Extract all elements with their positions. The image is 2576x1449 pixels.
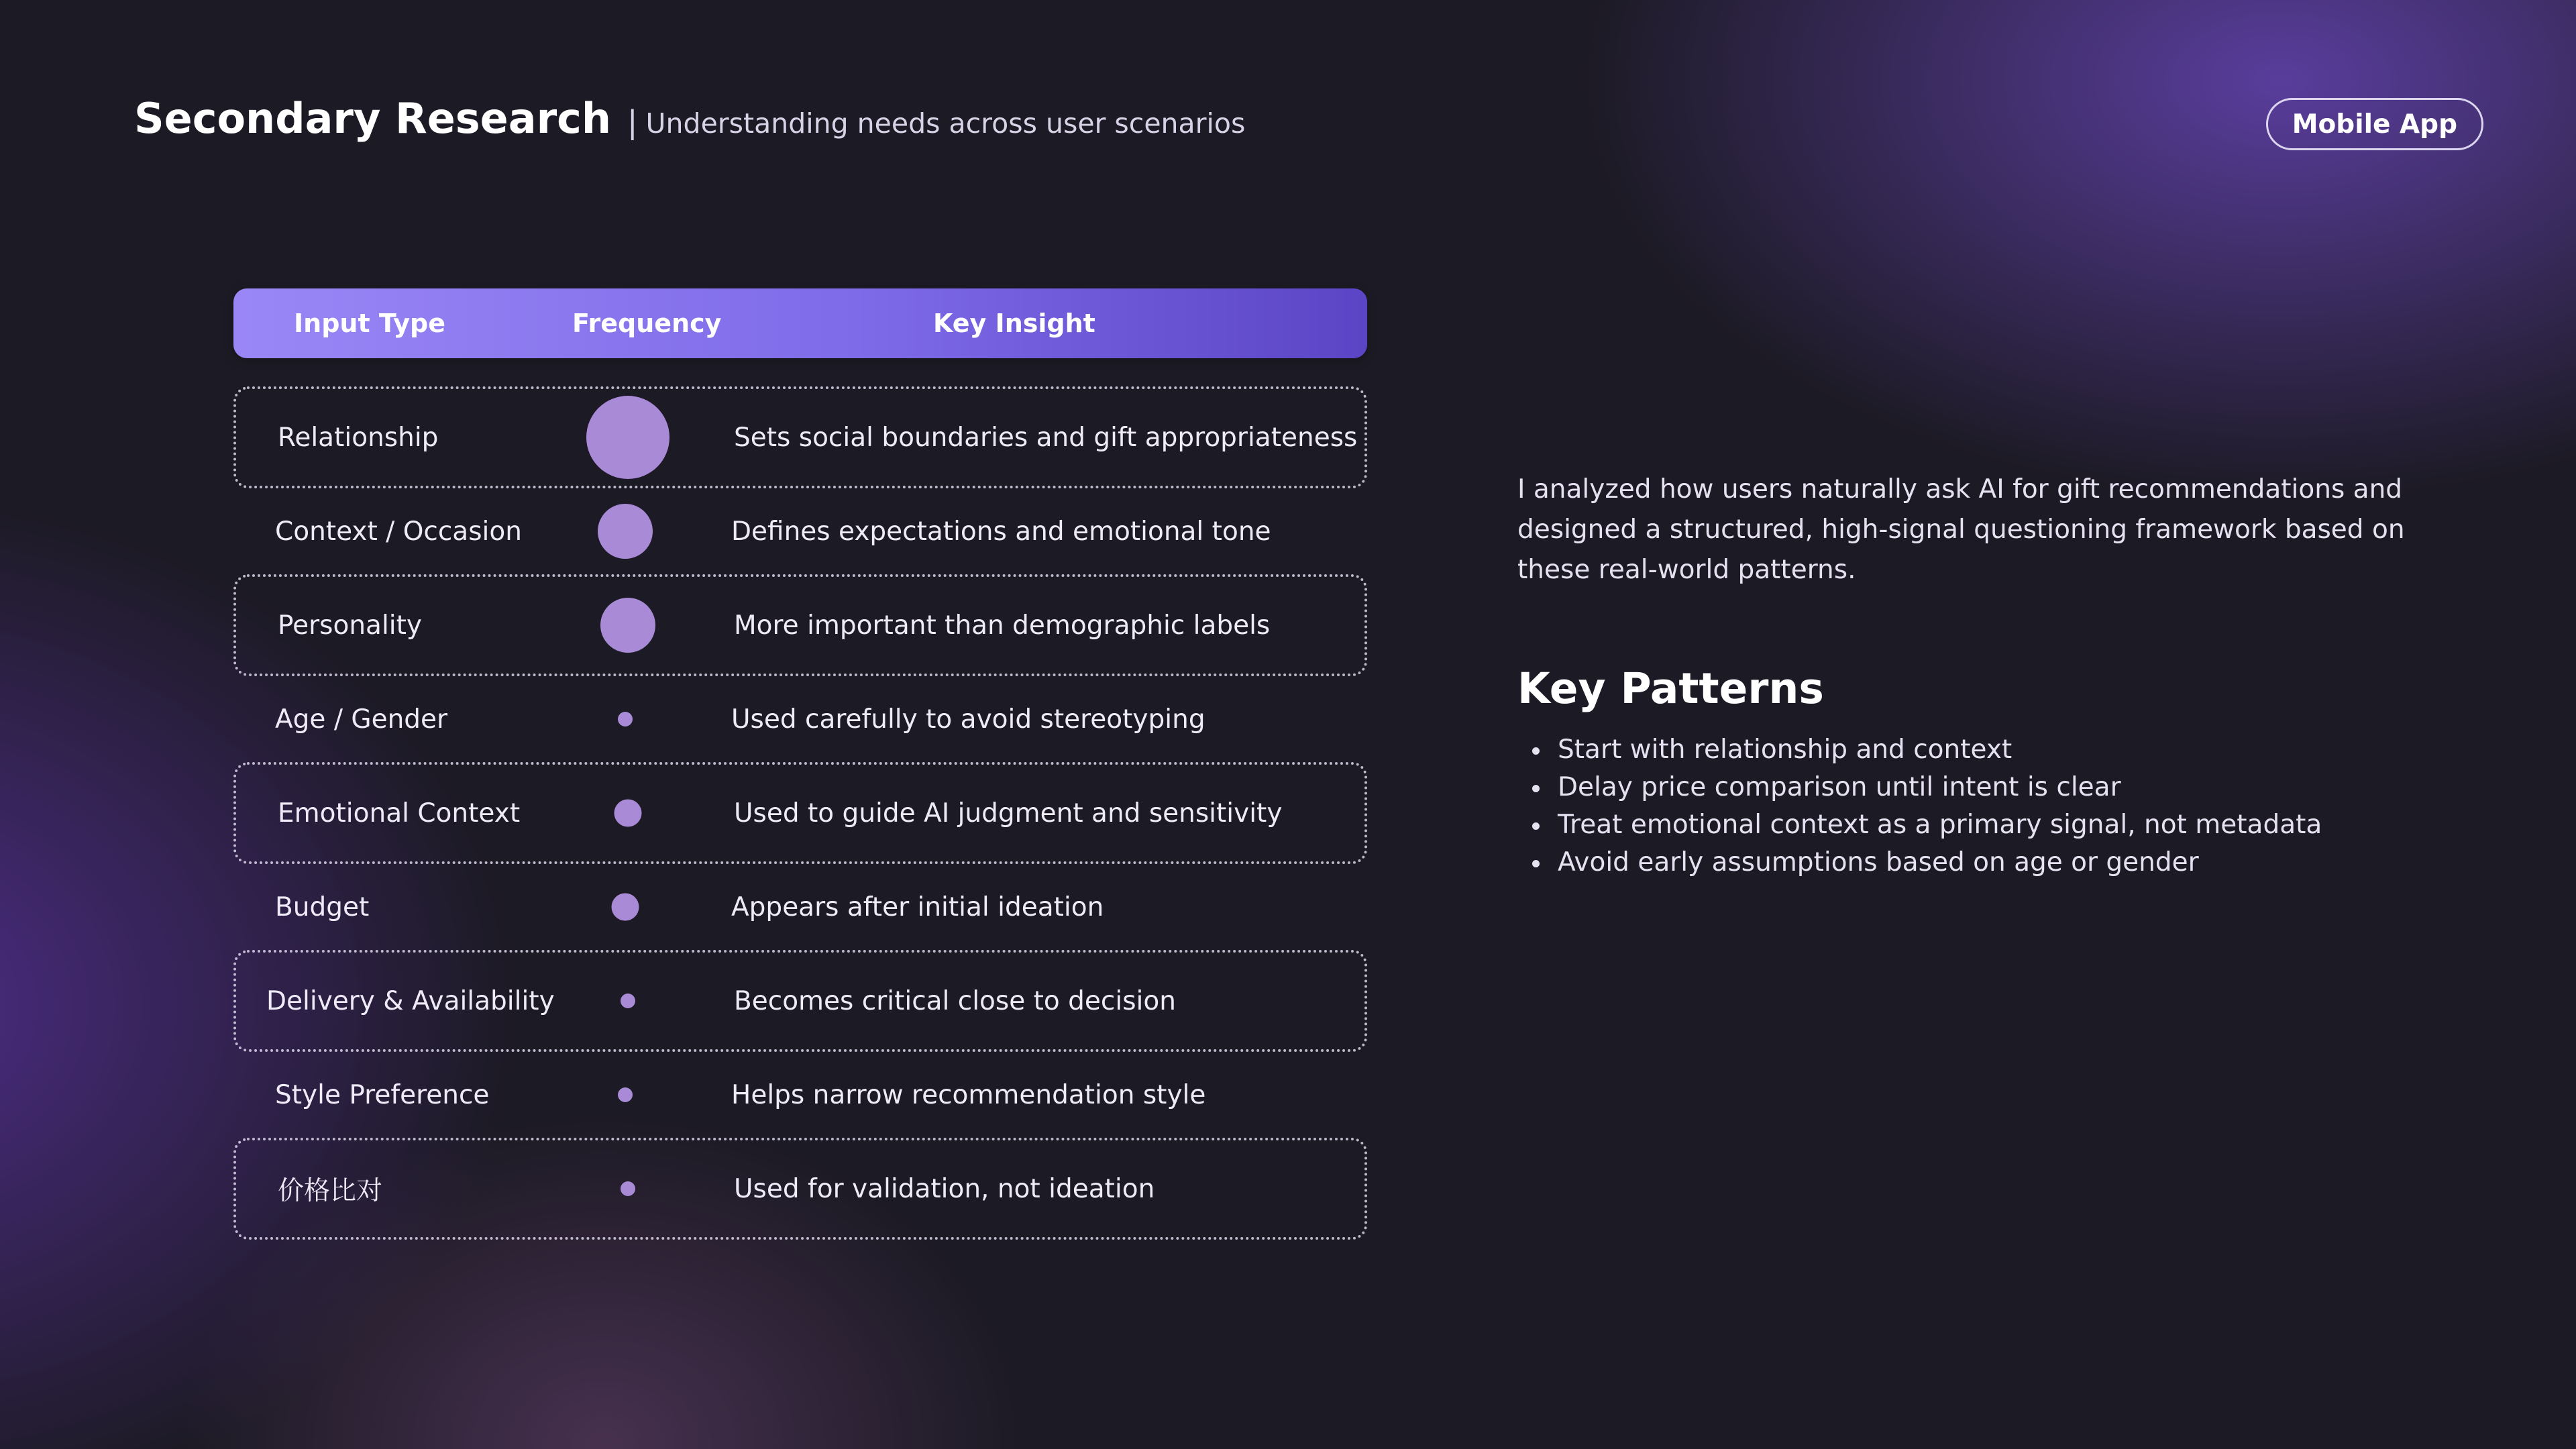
column-header-input-type: Input Type [294,309,445,338]
table-header [233,288,1367,358]
key-pattern-item: Start with relationship and context [1517,731,2322,769]
row-input-type: Delivery & Availability [266,985,555,1016]
key-patterns-heading: Key Patterns [1517,664,1824,713]
row-key-insight: Becomes critical close to decision [734,985,1176,1016]
row-key-insight: Defines expectations and emotional tone [731,516,1271,547]
title-separator: | [627,104,638,140]
page-subtitle: Understanding needs across user scenarios [645,107,1246,140]
frequency-dot [621,1181,635,1196]
column-header-key-insight: Key Insight [933,309,1095,338]
table-row [233,1044,1367,1146]
row-key-insight: Used carefully to avoid stereotyping [731,704,1205,735]
key-pattern-item: Avoid early assumptions based on age or gender [1517,844,2322,881]
row-input-type: Emotional Context [278,798,521,828]
row-key-insight: Sets social boundaries and gift appropriateness [734,422,1358,453]
table-row [233,574,1367,676]
table-row [233,668,1367,770]
row-input-type: Personality [278,610,422,641]
table-row [233,856,1367,958]
table-row [233,386,1367,488]
key-pattern-item: Treat emotional context as a primary signal, not metadata [1517,806,2322,844]
table-row [233,762,1367,864]
table-body [233,386,1367,1232]
page-header [134,94,1245,143]
row-input-type: Relationship [278,422,439,453]
row-key-insight: Helps narrow recommendation style [731,1079,1206,1110]
row-input-type: Style Preference [275,1079,490,1110]
frequency-dot [612,894,639,921]
key-patterns-list [1517,731,2322,881]
frequency-dot [621,994,635,1008]
row-input-type: Context / Occasion [275,516,522,547]
row-key-insight: Appears after initial ideation [731,892,1104,922]
platform-badge: Mobile App [2266,98,2483,150]
column-header-frequency: Frequency [572,309,722,338]
frequency-dot [586,396,669,479]
row-input-type: Budget [275,892,370,922]
row-input-type: 价格比对 [278,1176,383,1206]
intro-paragraph: I analyzed how users naturally ask AI for gift recommendations and designed a structured, high-signal questioning framework based on these real-world patterns. [1517,474,2405,585]
frequency-dot [598,504,653,559]
frequency-dot [618,1087,633,1102]
row-key-insight: Used for validation, not ideation [734,1173,1155,1204]
frequency-dot [600,598,655,653]
input-type-table [233,288,1367,1232]
table-row [233,1138,1367,1240]
row-key-insight: More important than demographic labels [734,610,1271,641]
table-row [233,480,1367,582]
frequency-dot [614,800,642,827]
key-pattern-item: Delay price comparison until intent is clear [1517,769,2322,806]
page-title: Secondary Research [134,94,612,143]
row-input-type: Age / Gender [275,704,448,735]
table-row [233,950,1367,1052]
row-key-insight: Used to guide AI judgment and sensitivity [734,798,1283,828]
frequency-dot [618,712,633,727]
